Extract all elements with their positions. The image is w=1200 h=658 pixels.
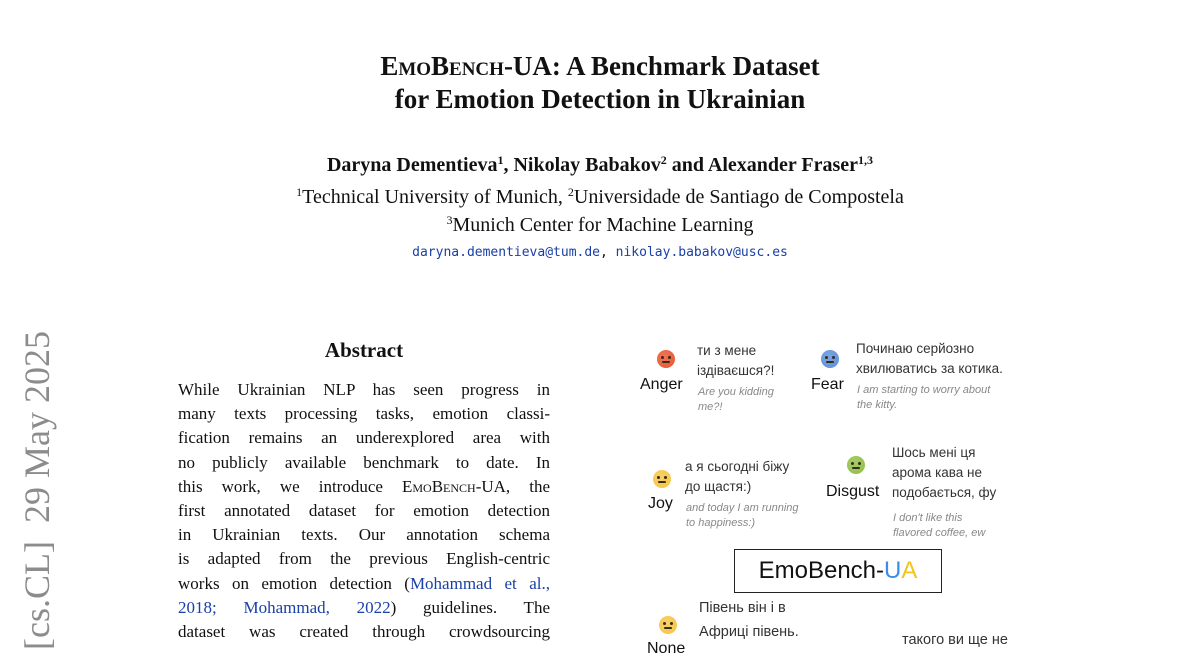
- emotion-label-fear: Fear: [811, 376, 844, 393]
- example-ua-anger: ти з мене іздіваєшся?!: [697, 343, 775, 378]
- example-ua-joy: а я сьогодні біжу до щастя:): [685, 459, 790, 494]
- abstract-line: fication remains an underexplored area with: [178, 428, 550, 448]
- author-emails: daryna.dementieva@tum.de, nikolay.babakov@usc.es: [412, 245, 788, 260]
- example-en-fear: I am starting to worry about the kitty.: [857, 384, 991, 411]
- example-ua-none: Півень він і в Африці півень.: [699, 600, 799, 640]
- emoji-eye: [670, 622, 673, 625]
- abstract-line: first annotated dataset for emotion detection: [178, 500, 550, 520]
- example-en-joy: and today I am running to happiness:): [686, 502, 799, 529]
- abstract-line: in Ukrainian texts. Our annotation schema: [178, 525, 550, 545]
- abstract-line: dataset was created through crowdsourcing: [178, 621, 550, 641]
- abstract-line: many texts processing tasks, emotion classi-: [178, 404, 550, 424]
- emoji-mouth: [852, 467, 860, 469]
- emoji-mouth: [826, 361, 834, 363]
- example-ua-disgust: Шось мені ця арома кава не подобається, фу: [892, 445, 997, 500]
- abstract-line: works on emotion detection (Mohammad et al.,: [178, 573, 550, 593]
- emoji-eye: [851, 462, 854, 465]
- emotion-examples-figure: [630, 330, 1070, 657]
- arxiv-side-stamp: [cs.CL] 29 May 2025: [17, 331, 57, 650]
- emoji-eye: [858, 462, 861, 465]
- example-ua-fear: Починаю серйозно хвилюватись за котика.: [856, 341, 1003, 376]
- emoji-eye: [668, 356, 671, 359]
- example-ua-extra: такого ви ще не: [902, 632, 1008, 648]
- grinning-face-icon: [653, 470, 671, 488]
- example-en-disgust: I don't like this flavored coffee, ew: [893, 512, 986, 539]
- nauseated-face-icon: [847, 456, 865, 474]
- title-line-2: for Emotion Detection in Ukrainian: [394, 84, 806, 114]
- citation-link[interactable]: Mohammad et al.,: [409, 573, 550, 593]
- neutral-face-icon: [659, 616, 677, 634]
- emotion-label-none: None: [647, 640, 686, 657]
- title-line-1: EmoBench-UA: A Benchmark Dataset: [380, 51, 820, 81]
- abstract-line: 2018; Mohammad, 2022) guidelines. The: [178, 597, 550, 617]
- emoji-eye: [657, 476, 660, 479]
- emoji-mouth: [662, 361, 670, 363]
- emoji-eye: [661, 356, 664, 359]
- abstract-line: While Ukrainian NLP has seen progress in: [178, 380, 550, 399]
- abstract-line: this work, we introduce EmoBench-UA, the: [178, 476, 550, 496]
- abstract-line: no publicly available benchmark to date. In: [178, 452, 550, 472]
- abstract-line: is adapted from the previous English-centric: [178, 549, 550, 569]
- author-list: Daryna Dementieva$^1$, Nikolay Babakov$^2$ and Alexander Fraser$^{1,3}$: [326, 153, 874, 176]
- angry-face-icon: [657, 350, 675, 368]
- emoji-eye: [825, 356, 828, 359]
- emoji-mouth: [664, 627, 672, 629]
- emoji-mouth: [658, 481, 666, 483]
- email-link-1[interactable]: daryna.dementieva@tum.de: [412, 245, 600, 260]
- emotion-label-anger: Anger: [640, 376, 683, 393]
- emoji-eye: [664, 476, 667, 479]
- emotion-label-joy: Joy: [648, 495, 673, 512]
- affiliations: $^1$Technical University of Munich, $^2$Universidade de Santiago de Compostela $^3$Munich Center for Machine Learning: [296, 185, 904, 236]
- emoji-eye: [832, 356, 835, 359]
- paper-title: [0, 50, 1200, 116]
- emotion-label-disgust: Disgust: [826, 483, 880, 500]
- email-link-2[interactable]: nikolay.babakov@usc.es: [615, 245, 788, 260]
- abstract-heading: Abstract: [324, 338, 404, 362]
- abstract-text: [178, 378, 550, 644]
- emobench-ua-logo: EmoBench-UA: [734, 549, 942, 593]
- citation-link[interactable]: 2018; Mohammad, 2022: [178, 597, 391, 617]
- fearful-face-icon: [821, 350, 839, 368]
- emoji-eye: [663, 622, 666, 625]
- example-en-anger: Are you kidding me?!: [698, 386, 774, 413]
